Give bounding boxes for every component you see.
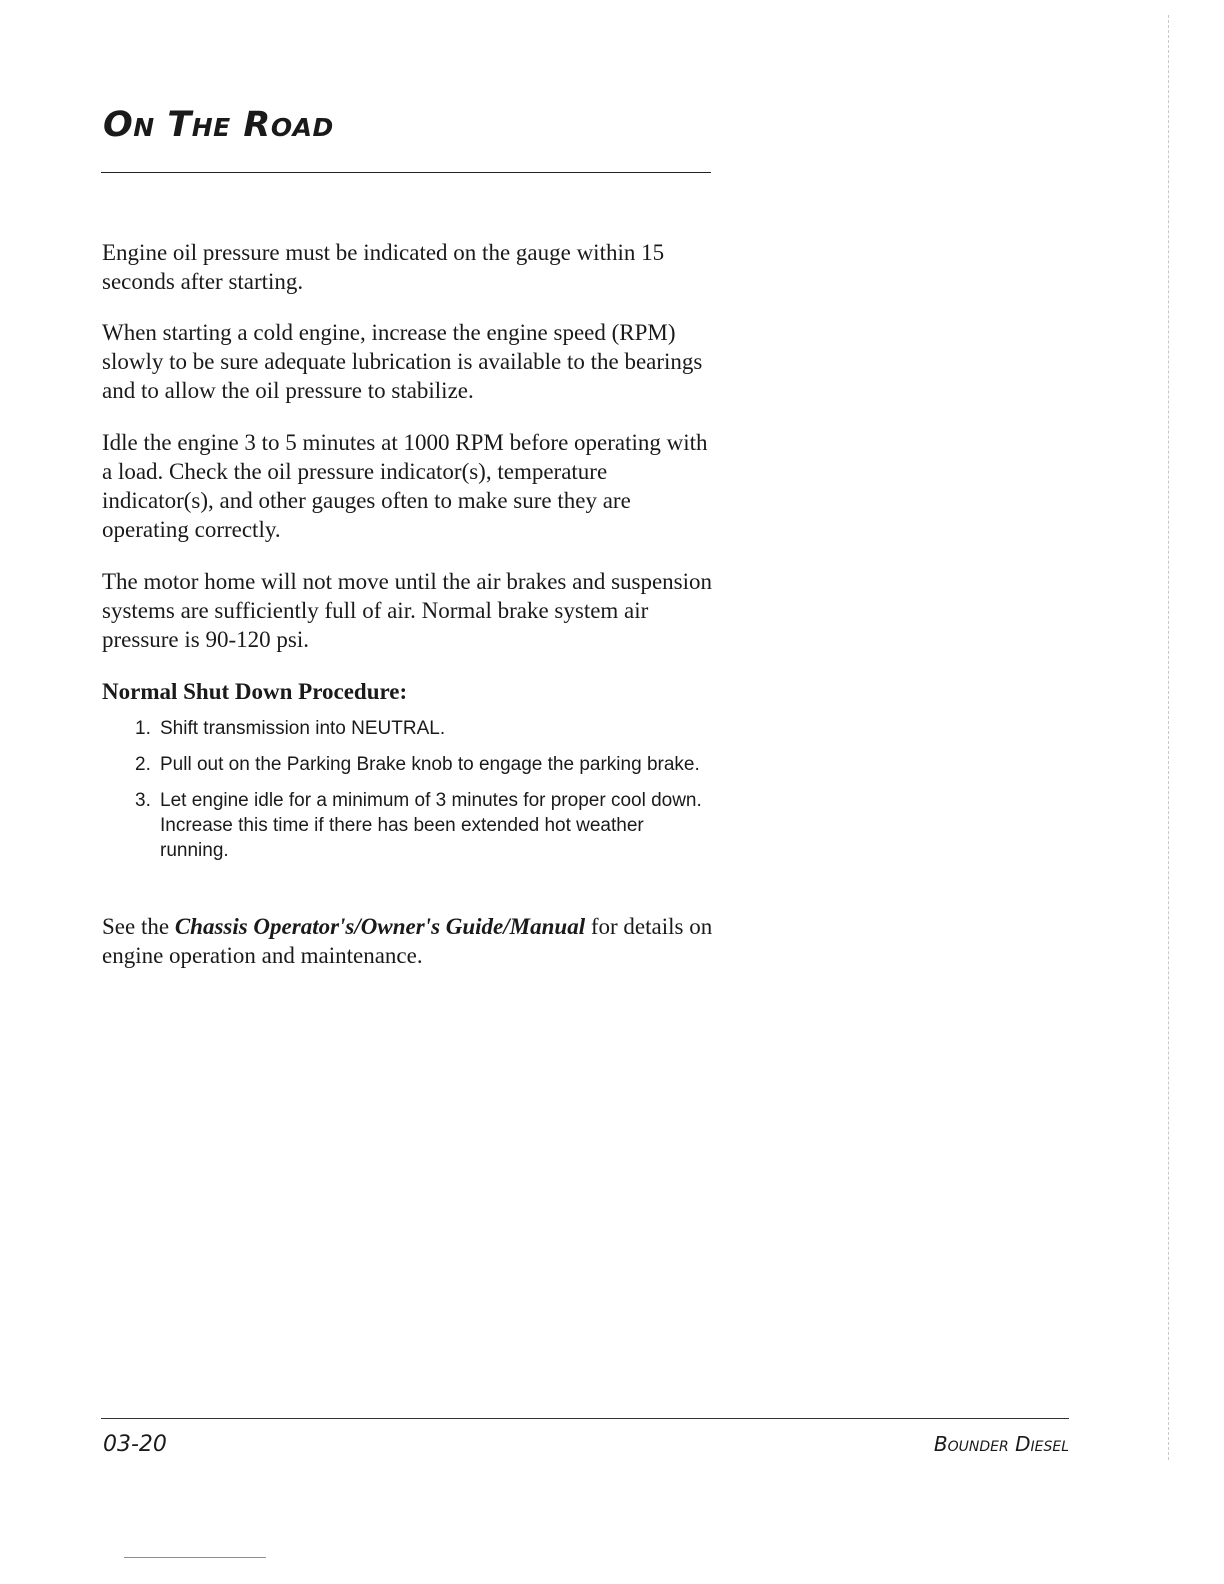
header-divider xyxy=(101,172,711,173)
list-item xyxy=(135,788,710,863)
section-heading-shutdown: Normal Shut Down Procedure: xyxy=(102,679,408,704)
paragraph-see-manual xyxy=(102,912,722,970)
list-item xyxy=(135,716,710,741)
footer-divider xyxy=(101,1418,1069,1419)
step-text: Let engine idle for a minimum of 3 minutes for proper cool down. Increase this time if there has been extended hot weather running. xyxy=(160,790,702,861)
step-text: Pull out on the Parking Brake knob to engage the parking brake. xyxy=(160,754,700,775)
step-number: 2. xyxy=(135,754,151,775)
closing-suffix: for details on engine operation and maintenance. xyxy=(102,914,713,968)
step-number: 3. xyxy=(135,790,151,811)
list-item xyxy=(135,752,710,777)
paragraph-air-brakes: The motor home will not move until the air brakes and suspension systems are sufficiently full of air. Normal brake system air pressure is 90-120 psi. xyxy=(102,569,713,652)
paragraph-oil-pressure: Engine oil pressure must be indicated on the gauge within 15 seconds after starting. xyxy=(102,240,665,294)
manual-reference: Chassis Operator's/Owner's Guide/Manual xyxy=(174,914,586,939)
scan-line-artifact xyxy=(124,1557,266,1558)
publication-name: Bounder Diesel xyxy=(933,1432,1069,1456)
paragraph-cold-engine: When starting a cold engine, increase the engine speed (RPM) slowly to be sure adequate lubrication is available to the bearings and to allow the oil pressure to stabilize. xyxy=(102,320,703,403)
closing-prefix: See the xyxy=(102,914,175,939)
step-text: Shift transmission into NEUTRAL. xyxy=(160,718,446,739)
page-number: 03-20 xyxy=(103,1432,167,1457)
step-number: 1. xyxy=(135,718,151,739)
scan-edge-artifact xyxy=(1168,15,1169,1460)
paragraph-idle-engine: Idle the engine 3 to 5 minutes at 1000 RPM before operating with a load. Check the oil pressure indicator(s), temperature indicator(s), and other gauges often to make sure they are operating correctly. xyxy=(102,430,708,542)
shutdown-steps-list xyxy=(135,716,710,874)
page-title: On The Road xyxy=(103,105,334,145)
